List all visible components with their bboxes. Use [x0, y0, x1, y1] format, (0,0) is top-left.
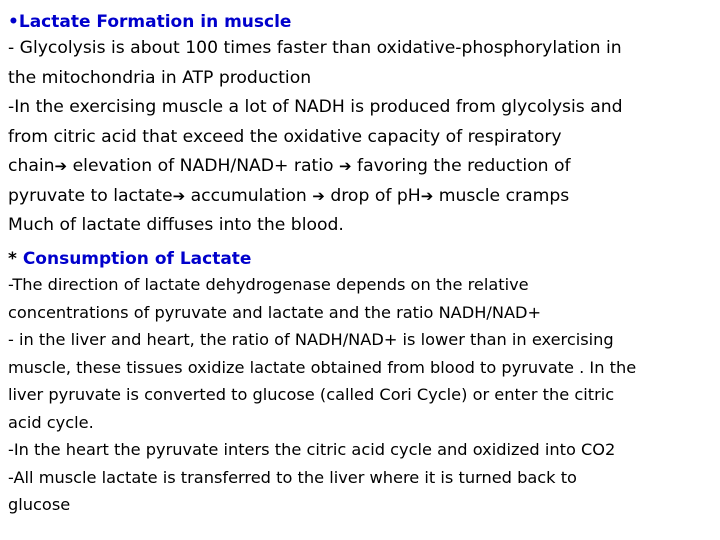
section2-line-9: glucose: [8, 495, 71, 514]
section2-line-5: liver pyruvate is converted to glucose (called Cori Cycle) or enter the citric: [8, 385, 615, 404]
text-accumulation: accumulation: [185, 185, 313, 206]
right-arrow-icon: ➔: [312, 186, 325, 205]
section1-body: [8, 34, 714, 241]
text-drop-of-ph: drop of pH: [324, 185, 421, 206]
section2-line-6: acid cycle.: [8, 412, 94, 432]
right-arrow-icon: ➔: [54, 157, 68, 175]
heading-consumption-of-lactate: [8, 247, 714, 271]
section1-line-1: - Glycolysis is about 100 times faster than oxidative-phosphorylation in: [8, 38, 622, 58]
section1-line-5: [8, 152, 714, 182]
section2-line-3: - in the liver and heart, the ratio of NADH/NAD+ is lower than in exercising: [8, 330, 614, 349]
section1-line-3: -In the exercising muscle a lot of NADH is produced from glycolysis and: [8, 97, 623, 117]
section2-line-4: muscle, these tissues oxidize lactate obtained from blood to pyruvate . In the: [8, 357, 637, 377]
section1-line-4: from citric acid that exceed the oxidative capacity of respiratory: [8, 126, 562, 147]
section2-line-1: -The direction of lactate dehydrogenase depends on the relative: [8, 275, 529, 294]
section2-line-7: -In the heart the pyruvate inters the citric acid cycle and oxidized into CO2: [8, 440, 616, 459]
section2-body: [8, 271, 714, 519]
right-arrow-icon: ➔: [420, 186, 434, 205]
section2-line-8: -All muscle lactate is transferred to the liver where it is turned back to: [8, 467, 577, 487]
heading-text: Consumption of Lactate: [22, 249, 252, 269]
section2-line-2: concentrations of pyruvate and lactate and the ratio NADH/NAD+: [8, 302, 542, 322]
text-muscle-cramps: muscle cramps: [433, 185, 570, 206]
section1-line-7: Much of lactate diffuses into the blood.: [8, 215, 344, 235]
section-consumption-of-lactate: [8, 247, 714, 519]
text-favoring: favoring the reduction of: [351, 156, 571, 176]
text-chain: chain: [8, 156, 55, 176]
right-arrow-icon: ➔: [172, 186, 186, 205]
text-elevation: elevation of NADH/NAD+ ratio: [67, 156, 340, 176]
section1-line-2: the mitochondria in ATP production: [8, 67, 312, 88]
right-arrow-icon: ➔: [339, 157, 352, 175]
heading-lactate-formation: •Lactate Formation in muscle: [8, 12, 292, 32]
heading-star: *: [8, 249, 23, 269]
section-lactate-formation: [8, 10, 714, 241]
section1-line-6: [8, 182, 714, 212]
text-pyruvate-to-lactate: pyruvate to lactate: [8, 185, 173, 206]
